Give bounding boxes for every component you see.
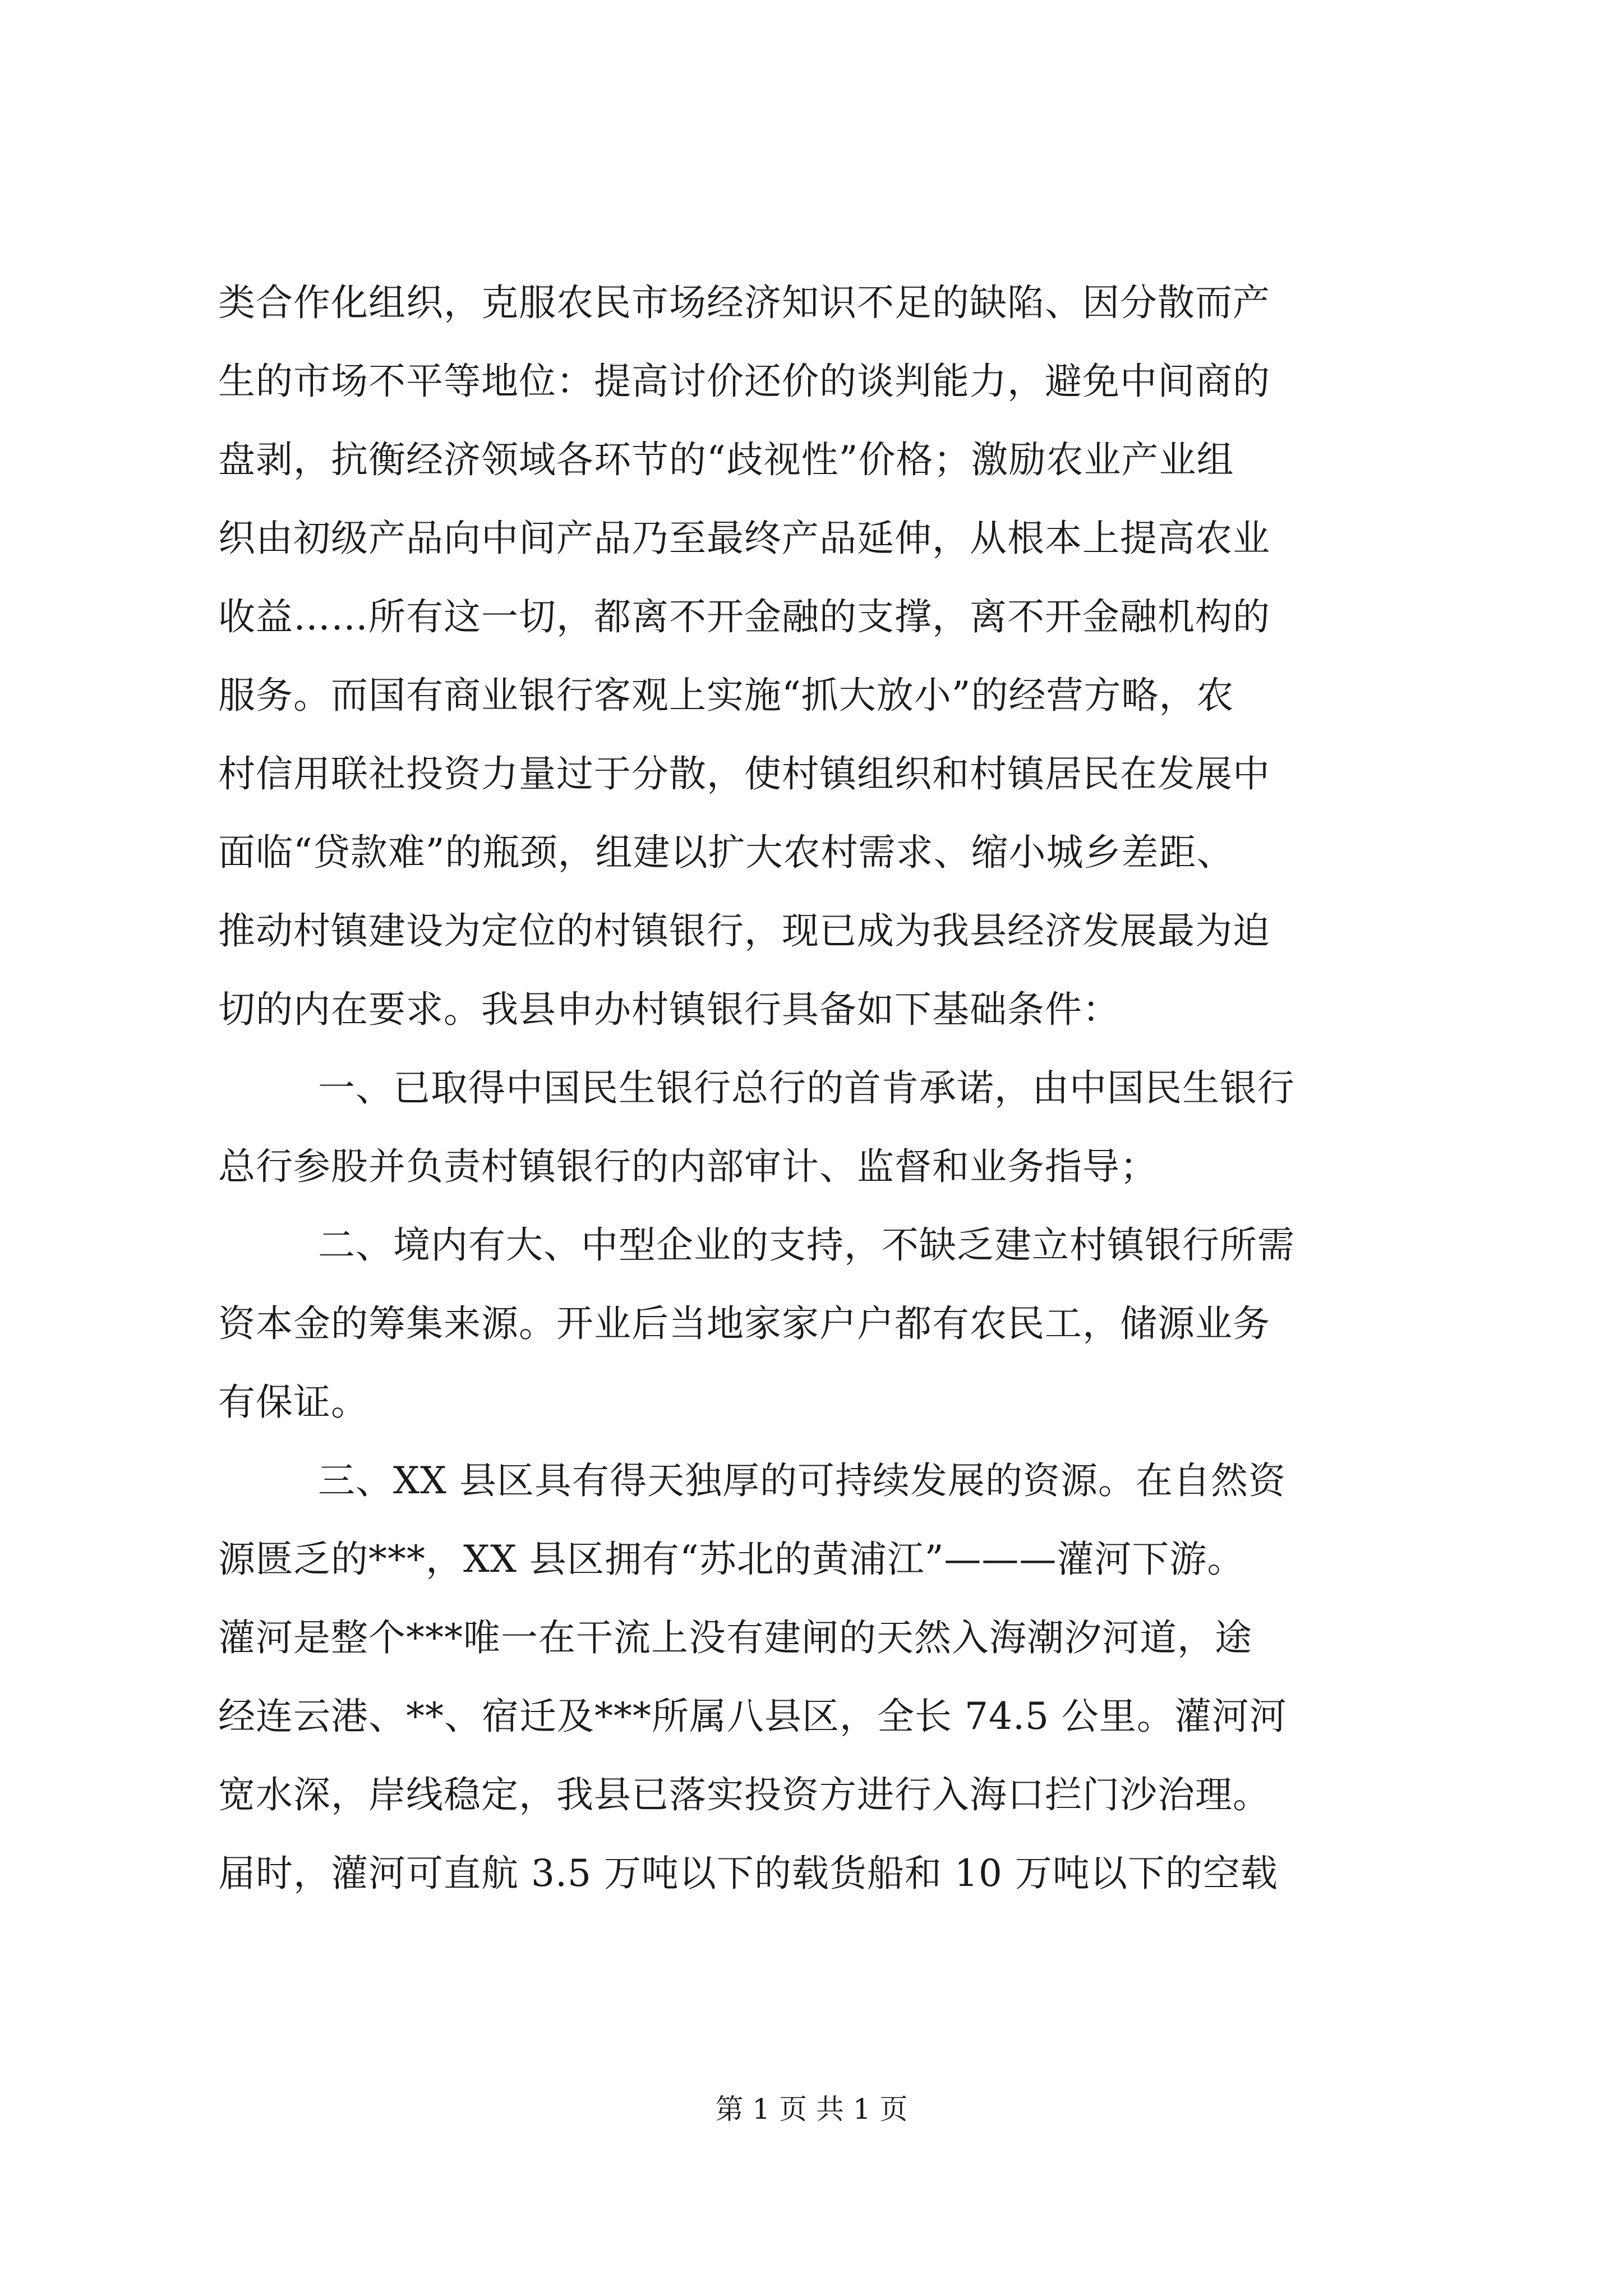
paragraph-three-start: 三、XX 县区具有得天独厚的可持续发展的资源。在自然资 — [318, 1459, 1286, 1502]
text-line: 生的市场不平等地位：提高讨价还价的谈判能力，避免中间商的 — [218, 360, 1270, 403]
paragraph-one-start: 一、已取得中国民生银行总行的首肯承诺，由中国民生银行 — [318, 1066, 1295, 1110]
text-line: 盘剥，抗衡经济领域各环节的“歧视性”价格；激励农业产业组 — [218, 438, 1234, 481]
text-line: 宽水深，岸线稳定，我县已落实投资方进行入海口拦门沙治理。 — [218, 1773, 1270, 1816]
text-line: 类合作化组织，克服农民市场经济知识不足的缺陷、因分散而产 — [218, 281, 1270, 324]
text-line: 经连云港、**、宿迁及***所属八县区，全长 74.5 公里。灌河河 — [218, 1695, 1287, 1738]
text-line: 面临“贷款难”的瓶颈，组建以扩大农村需求、缩小城乡差距、 — [218, 831, 1234, 874]
page-footer: 第 1 页 共 1 页 — [715, 2093, 908, 2125]
text-line: 灌河是整个***唯一在干流上没有建闸的天然入海潮汐河道，途 — [218, 1616, 1252, 1659]
text-line: 源匮乏的***，XX 县区拥有“苏北的黄浦江”———灌河下游。 — [218, 1538, 1245, 1581]
body-text — [218, 264, 1413, 1913]
text-line: 服务。而国有商业银行客观上实施“抓大放小”的经营方略，农 — [218, 674, 1234, 717]
text-line: 村信用联社投资力量过于分散，使村镇组织和村镇居民在发展中 — [218, 752, 1270, 795]
text-line: 总行参股并负责村镇银行的内部审计、监督和业务指导； — [218, 1145, 1158, 1188]
text-line: 切的内在要求。我县申办村镇银行具备如下基础条件： — [218, 988, 1120, 1031]
paragraph-two-start: 二、境内有大、中型企业的支持，不缺乏建立村镇银行所需 — [318, 1223, 1295, 1267]
text-line: 资本金的筹集来源。开业后当地家家户户都有农民工，储源业务 — [218, 1302, 1270, 1345]
text-line: 收益……所有这一切，都离不开金融的支撑，离不开金融机构的 — [218, 595, 1270, 638]
text-line: 届时，灌河可直航 3.5 万吨以下的载货船和 10 万吨以下的空载 — [218, 1852, 1278, 1895]
text-line: 织由初级产品向中间产品乃至最终产品延伸，从根本上提高农业 — [218, 517, 1270, 560]
text-line: 有保证。 — [218, 1381, 368, 1424]
text-line: 推动村镇建设为定位的村镇银行，现已成为我县经济发展最为迫 — [218, 909, 1270, 953]
